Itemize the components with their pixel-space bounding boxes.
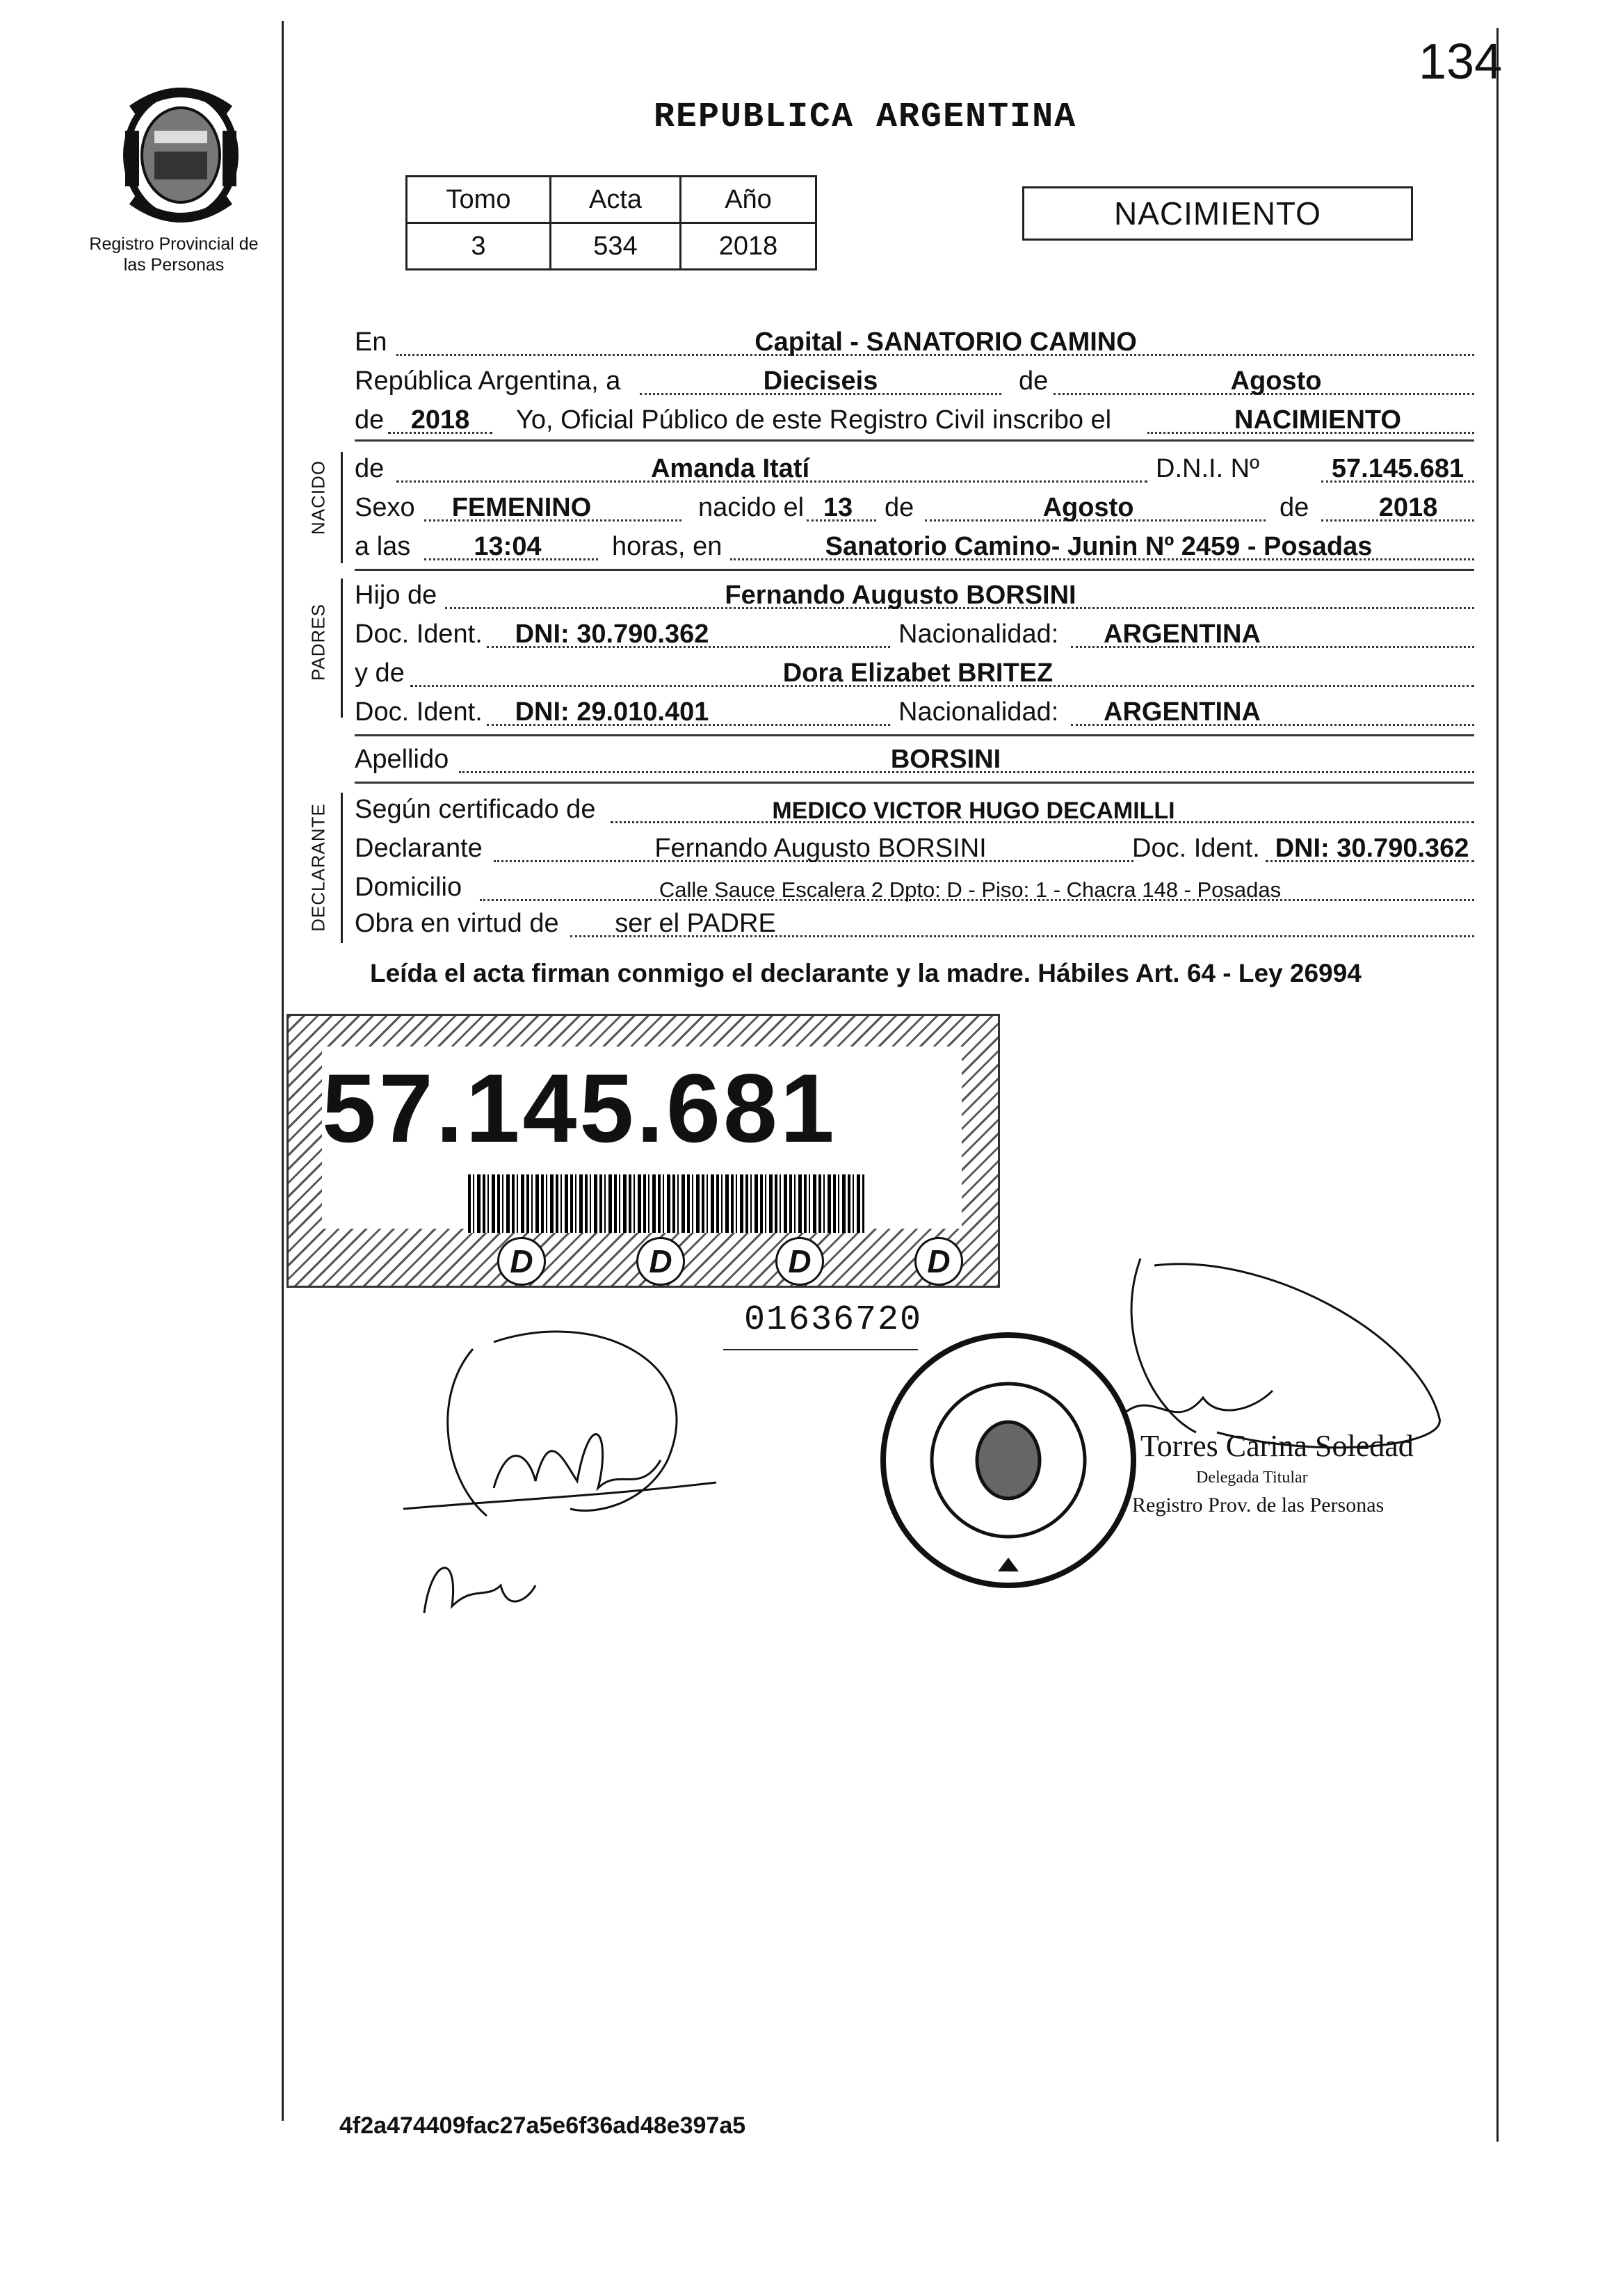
row-father <box>355 579 1474 615</box>
sex-label: Sexo <box>355 493 415 522</box>
declarant-doc-label: Doc. Ident. <box>1132 834 1260 863</box>
father-doc-label: Doc. Ident. <box>355 620 483 649</box>
acta-header: Acta <box>551 177 681 223</box>
year-value: 2018 <box>410 405 470 435</box>
acta-value: 534 <box>551 223 681 270</box>
birth-year-value: 2018 <box>1378 493 1438 522</box>
dni-sticker-panel <box>322 1046 962 1229</box>
birth-year-of-label: de <box>1280 493 1309 522</box>
born-on-label: nacido el <box>698 493 805 522</box>
row-certificate <box>355 793 1474 829</box>
dni-sticker <box>286 1014 1000 1288</box>
officer-name: Torres Carina Soledad <box>1140 1429 1414 1463</box>
child-dni-value: 57.145.681 <box>1331 454 1464 483</box>
declarant-doc-value: DNI: 30.790.362 <box>1275 834 1469 863</box>
at-label: a las <box>355 532 411 561</box>
of-label: de <box>1019 366 1049 396</box>
country-day-label: República Argentina, a <box>355 366 621 396</box>
sticker-watermark-icon: D <box>497 1237 546 1286</box>
row-inscription <box>355 403 1474 439</box>
birth-month-of-label: de <box>885 493 914 522</box>
row-mother-doc <box>355 695 1474 731</box>
dni-label: D.N.I. Nº <box>1156 454 1259 483</box>
sticker-watermark-icon: D <box>914 1237 963 1286</box>
birth-month-value: Agosto <box>1042 493 1134 522</box>
place-value: Capital - SANATORIO CAMINO <box>754 328 1137 357</box>
day-value: Dieciseis <box>763 366 878 396</box>
and-of-label: y de <box>355 658 405 688</box>
anio-value: 2018 <box>681 223 816 270</box>
birth-time-value: 13:04 <box>474 532 542 561</box>
row-address <box>355 871 1474 907</box>
row-surname <box>355 743 1474 779</box>
birth-day-value: 13 <box>823 493 853 522</box>
surname-value: BORSINI <box>890 745 1001 774</box>
month-value: Agosto <box>1230 366 1322 396</box>
child-name-value: Amanda Itatí <box>650 454 810 483</box>
father-nationality-value: ARGENTINA <box>1104 620 1261 649</box>
declarant-label: Declarante <box>355 834 483 863</box>
officer-office: Registro Prov. de las Personas <box>1132 1494 1385 1517</box>
capacity-label: Obra en virtud de <box>355 909 559 938</box>
son-of-label: Hijo de <box>355 581 437 610</box>
address-label: Domicilio <box>355 873 462 902</box>
row-place <box>355 325 1474 362</box>
record-type-box: NACIMIENTO <box>1022 186 1413 241</box>
father-doc-value: DNI: 30.790.362 <box>515 620 709 649</box>
mother-name-value: Dora Elizabet BRITEZ <box>782 658 1054 688</box>
place-label: En <box>355 328 387 357</box>
record-table <box>405 175 817 270</box>
serial-number: 01636720 <box>744 1300 923 1340</box>
hours-in-label: horas, en <box>612 532 723 561</box>
tomo-header: Tomo <box>407 177 551 223</box>
sex-value: FEMENINO <box>451 493 592 522</box>
born-section-label: NACIDO <box>307 460 329 535</box>
row-father-doc <box>355 617 1474 654</box>
declarant-section-label: DECLARANTE <box>307 803 329 932</box>
right-margin-line <box>1496 28 1499 2142</box>
parents-section-label: PADRES <box>307 604 329 681</box>
year-of-label: de <box>355 405 385 435</box>
row-mother <box>355 656 1474 693</box>
surname-label: Apellido <box>355 745 449 774</box>
row-time-place <box>355 530 1474 566</box>
tomo-value: 3 <box>407 223 551 270</box>
row-capacity <box>355 907 1474 943</box>
closing-note: Leída el acta firman conmigo el declarante y la madre. Hábiles Art. 64 - Ley 26994 <box>370 959 1362 987</box>
row-child-name <box>355 452 1474 488</box>
row-date <box>355 364 1474 401</box>
province-emblem-icon <box>111 82 250 228</box>
officer-title: Delegada Titular <box>1196 1469 1308 1487</box>
declarant-signature-icon <box>389 1321 737 1648</box>
certificate-value: MEDICO VICTOR HUGO DECAMILLI <box>772 798 1175 824</box>
left-margin-line <box>282 21 284 2121</box>
dni-barcode <box>468 1174 864 1233</box>
anio-header: Año <box>681 177 816 223</box>
row-sex-birth <box>355 491 1474 527</box>
address-value: Calle Sauce Escalera 2 Dpto: D - Piso: 1 - Chacra 148 - Posadas <box>659 878 1282 902</box>
name-label: de <box>355 454 385 483</box>
mother-nationality-value: ARGENTINA <box>1104 697 1261 727</box>
father-nationality-label: Nacionalidad: <box>898 620 1059 649</box>
sticker-watermark-icon: D <box>636 1237 685 1286</box>
declarant-name-value: Fernando Augusto BORSINI <box>654 834 987 863</box>
page-number: 134 <box>1419 34 1503 90</box>
mother-doc-label: Doc. Ident. <box>355 697 483 727</box>
officer-text: Yo, Oficial Público de este Registro Civil inscribo el <box>516 405 1112 435</box>
row-declarant <box>355 832 1474 868</box>
father-name-value: Fernando Augusto BORSINI <box>725 581 1076 610</box>
inscription-type-value: NACIMIENTO <box>1234 405 1401 435</box>
document-hash: 4f2a474409fac27a5e6f36ad48e397a5 <box>339 2112 746 2139</box>
dni-sticker-number: 57.145.681 <box>322 1053 837 1163</box>
registry-seal-icon <box>876 1328 1140 1592</box>
country-title: REPUBLICA ARGENTINA <box>654 97 1077 137</box>
certificate-label: Según certificado de <box>355 795 596 824</box>
mother-nationality-label: Nacionalidad: <box>898 697 1059 727</box>
mother-doc-value: DNI: 29.010.401 <box>515 697 709 727</box>
registry-label: Registro Provincial de las Personas <box>89 234 259 275</box>
sticker-watermark-icon: D <box>775 1237 824 1286</box>
birth-place-value: Sanatorio Camino- Junin Nº 2459 - Posadas <box>825 532 1373 561</box>
capacity-value: ser el PADRE <box>615 909 776 938</box>
